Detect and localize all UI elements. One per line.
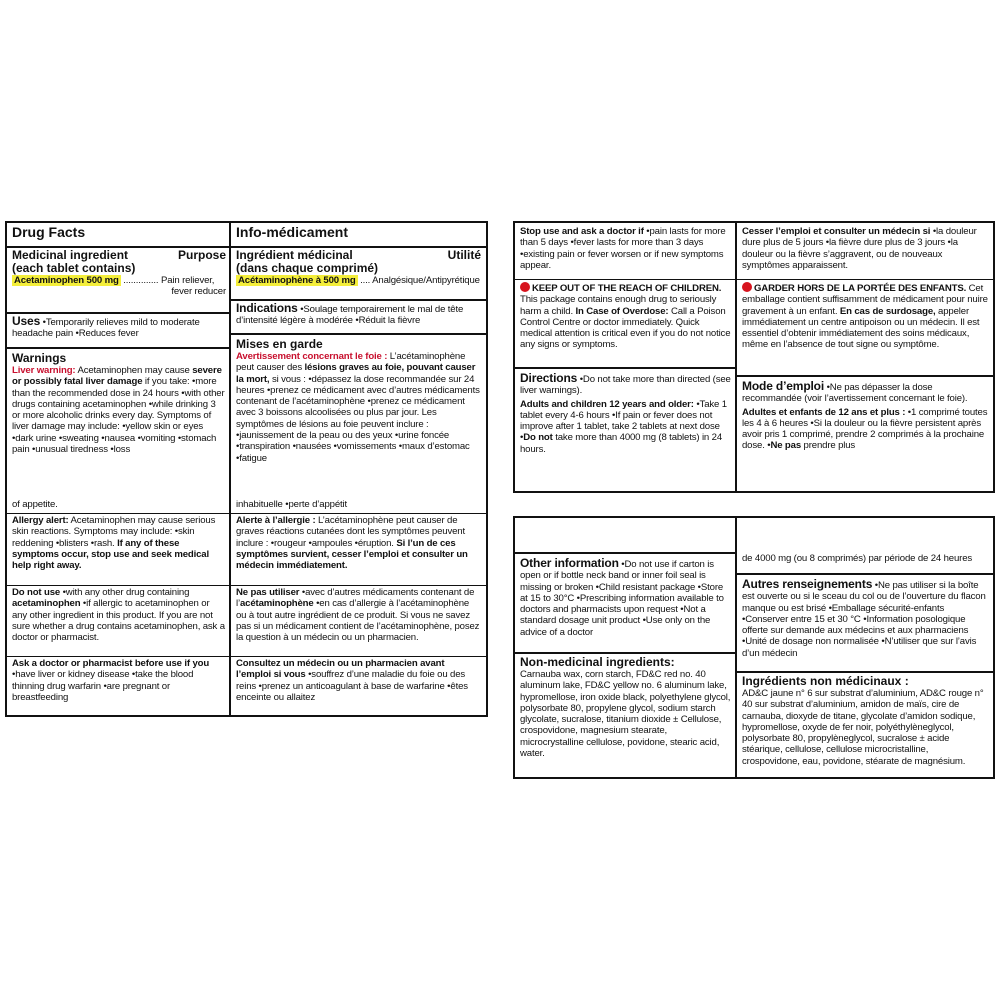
info-medicament-title: Info-médicament <box>236 224 349 240</box>
ne-pas-utiliser-section <box>231 585 486 656</box>
other-information-text: •Do not use if carton is open or if bottle neck band or inner foil seal is missing or broken •Child resistant package •Store at 15 to 30°C •Prescribing information available to doctors and pharmacists upon request •Not a standard dosage unit product •Use only on the advice of a doctor <box>520 559 724 638</box>
uses-label: Uses <box>12 314 41 328</box>
drug-facts-panel-right-bottom <box>513 516 995 779</box>
utilite-label: Utilité <box>447 248 481 262</box>
overdose-text-fr: appeler immédiatement un centre antipoison ou un médecin. Il est essentiel d’obtenir immédiatement des soins médicaux, même en l’absence de tout signe ou symptôme. <box>742 305 980 351</box>
liver-warning-text-fr: L’acétaminophène peut causer des <box>236 351 466 374</box>
other-information-label-fr: Autres renseignements <box>742 577 873 591</box>
continued-dose-section <box>737 552 993 572</box>
mode-emploi-section <box>737 375 993 491</box>
indications-label: Indications <box>236 301 298 315</box>
directions-label: Directions <box>520 371 578 385</box>
drug-facts-panel-right-top <box>513 221 995 493</box>
mode-emploi-label: Mode d’emploi <box>742 379 825 393</box>
medicinal-ingredient-label: Medicinal ingredient <box>12 248 129 262</box>
english-column-top <box>515 223 737 491</box>
allergy-bold-fr: Si l’un de ces symptômes survient, cesser l’emploi et consulter un médecin immédiatement. <box>236 537 468 572</box>
stop-use-label: Stop use and ask a doctor if <box>520 226 644 237</box>
allergy-label: Allergy alert: <box>12 515 69 526</box>
do-not-use-bold: acetaminophen <box>12 598 81 610</box>
liver-warning-text-2: if you take: •more than the recommended dose in 24 hours •with other drugs containing acetaminophen •while drinking 3 or more alcoholic drinks every day. Symptoms of liver damage may include: •yellow skin or eyes •dark urine •sweating •nausea •vomiting •stomach pain •unusual tiredness •loss <box>12 376 225 456</box>
do-not-use-label-fr: Ne pas utiliser <box>236 587 300 598</box>
warnings-label: Warnings <box>12 351 67 365</box>
non-medicinal-text-fr: AD&C jaune n° 6 sur substrat d’aluminium, AD&C rouge n° 40 sur substrat d’aluminium, amidon de maïs, cire de carnauba, dioxyde de titane, glycolate d’amidon sodique, hypromellose, oxyde de fer noir, polyéthylèneglycol, polysorbate 80, propylèneglycol, sucralose ± acide stéarique, cellulose, cellulose microcristalline, crospovidone, eau, povidone, stéarate de magnésium. <box>742 688 984 767</box>
liver-warning-text: Acetaminophen may cause <box>75 365 193 376</box>
directions-text: •Do not take more than directed (see liver warnings). <box>520 374 731 397</box>
purpose-label: Purpose <box>177 248 226 262</box>
ingredient-highlight: Acetaminophen 500 mg <box>14 275 119 286</box>
warning-dot-icon <box>520 282 530 292</box>
allergy-text: Acetaminophen may cause serious skin reactions. Symptoms may include: •skin reddening •blisters •rash. <box>12 515 216 549</box>
other-information-label: Other information <box>520 556 619 570</box>
garder-section <box>737 279 993 375</box>
allergy-text-fr: L’acétaminophène peut causer de graves réactions cutanées dont les symptômes peuvent inclure : •rougeur •ampoules •éruption. <box>236 515 465 549</box>
ask-doctor-text: •have liver or kidney disease •take the blood thinning drug warfarin •are pregnant or breastfeeding <box>12 669 194 703</box>
info-medicament-header <box>231 223 486 246</box>
french-column <box>231 223 486 715</box>
liver-warning-text-2-fr: si vous : •dépassez la dose recommandée sur 24 heures •prenez ce médicament avec d’autres médicaments contenant de l’acétaminophène •prenez ce médicament avec 3 boissons alcoolisées ou plus par jour. Les symptômes de lésions au foie peuvent inclure : •jaunissement de la peau ou des yeux •urine foncée •transpiration •nausées •vomissements •maux d’estomac •fatigue <box>236 373 480 464</box>
do-not-use-text-2: •if allergic to acetaminophen or any other ingredient in this product. If you are not sure whether a drug contains acetaminophen, ask a doctor or pharmacist. <box>12 598 225 644</box>
warnings-section <box>7 347 231 513</box>
overdose-label-fr: En cas de surdosage, <box>839 305 936 317</box>
do-not-use-text-2-fr: •en cas d’allergie à l’acétaminophène ou à tout autre ingrédient de ce produit. Si vous ne savez pas si un médicament contient de l’acétaminophène, posez la question à un médecin ou un pharmacien. <box>236 598 480 644</box>
do-not-use-text: •with any other drug containing <box>60 587 190 598</box>
overdose-label: In Case of Overdose: <box>575 305 669 317</box>
ingredient-highlight-fr: Acétaminophène à 500 mg <box>238 275 356 286</box>
mises-en-garde-section <box>231 333 486 513</box>
mises-en-garde-label: Mises en garde <box>236 337 323 351</box>
stop-use-text: •pain lasts for more than 5 days •fever lasts for more than 3 days •existing pain or fever worsen or if new symptoms appear. <box>520 226 726 271</box>
ingredient-medicinal-label: Ingrédient médicinal <box>236 248 353 262</box>
french-column-top <box>737 223 993 491</box>
ingredient-medicinal-sub: (dans chaque comprimé) <box>236 261 379 275</box>
adults-text-2: take more than 4000 mg (8 tablets) in 24 hours. <box>520 432 723 455</box>
adults-text-2-fr: prendre plus <box>801 440 856 452</box>
ask-doctor-text-fr: •souffrez d’une maladie du foie ou des reins •prenez un anticoagulant à base de warfarine •êtes enceinte ou allaitez <box>236 669 468 703</box>
keep-out-label: KEEP OUT OF THE REACH OF CHILDREN. <box>532 283 722 294</box>
warning-dot-icon-fr <box>742 282 752 292</box>
drug-facts-panel-left <box>5 221 488 717</box>
liver-warning-cont-fr: inhabituelle •perte d’appétit <box>236 498 348 510</box>
consultez-section <box>231 656 486 715</box>
dot-leader: .............. <box>120 275 159 286</box>
allergy-label-fr: Alerte à l’allergie : <box>236 515 316 526</box>
liver-warning-label: Liver warning: <box>12 365 76 376</box>
dot-leader-fr: .... <box>357 275 371 286</box>
allergy-bold: If any of these symptoms occur, stop use and seek medical help right away. <box>12 537 209 572</box>
adults-text: •Take 1 tablet every 4-6 hours •If pain or fever does not improve after 1 tablet, take 2 tablets at next dose • <box>520 398 727 444</box>
overdose-text: Call a Poison Control Centre or doctor immediately. Quick medical attention is critical even if you do not notice any signs or symptoms. <box>520 305 731 351</box>
non-medicinal-label-fr: Ingrédients non médicinaux : <box>742 674 909 688</box>
other-information-section <box>515 552 737 652</box>
do-not-use-section <box>7 585 231 656</box>
alerte-allergie-section <box>231 513 486 585</box>
continued-dose-text: de 4000 mg (ou 8 comprimés) par période de 24 heures <box>742 553 973 564</box>
liver-warning-bold: severe or possibly fatal liver damage <box>12 365 222 388</box>
drug-facts-title: Drug Facts <box>12 224 86 240</box>
non-medicinal-label: Non-medicinal ingredients: <box>520 655 675 669</box>
liver-warning-label-fr: Avertissement concernant le foie : <box>236 351 388 362</box>
ne-pas-bold: Ne pas <box>770 440 802 452</box>
ingredients-non-medicinaux-section <box>737 671 993 777</box>
stop-use-label-fr: Cesser l’emploi et consulter un médecin si <box>742 226 931 237</box>
drug-facts-header <box>7 223 231 246</box>
other-information-text-fr: •Ne pas utiliser si la boîte est ouverte ou si le sceau du col ou de l’ouverture du flacon manque ou est brisé •Emballage sécurité-enfants •Conserver entre 15 et 30 °C •Information posologique offerte sur demande aux médecins et aux pharmaciens •Unité de dosage non normalisée •N’utiliser que sur l’avis d’un médecin <box>742 580 986 659</box>
adults-label-fr: Adultes et enfants de 12 ans et plus : <box>742 406 906 418</box>
uses-text: •Temporarily relieves mild to moderate headache pain •Reduces fever <box>12 317 200 340</box>
ask-doctor-label: Ask a doctor or pharmacist before use if you <box>12 658 210 669</box>
keep-out-label-fr: GARDER HORS DE LA PORTÉE DES ENFANTS. <box>754 283 967 294</box>
allergy-section <box>7 513 231 585</box>
directions-section <box>515 367 737 491</box>
keep-out-text: This package contains enough drug to seriously harm a child. <box>520 294 717 317</box>
purpose-value-2: fever reducer <box>171 286 226 298</box>
non-medicinal-section <box>515 652 737 777</box>
stop-use-text-fr: •la douleur dure plus de 5 jours •la fièvre dure plus de 3 jours •la douleur ou la fièvre s’aggravent, ou de nouveaux symptômes apparaissent. <box>742 226 977 271</box>
keep-out-section <box>515 279 737 367</box>
french-column-bottom <box>737 518 993 777</box>
stop-use-section <box>515 223 737 279</box>
english-column-bottom <box>515 518 737 777</box>
purpose-value: Pain reliever, <box>160 275 215 286</box>
keep-out-text-fr: Cet emballage contient suffisamment de médicament pour nuire gravement à un enfant. <box>742 283 988 317</box>
do-not-use-label: Do not use <box>12 587 61 598</box>
non-medicinal-text: Carnauba wax, corn starch, FD&C red no. 40 aluminum lake, FD&C yellow no. 6 aluminum lake, hypromellose, iron oxide black, polyethylene glycol, polysorbate 80, propylene glycol, sodium starch glycolate, sucralose, titanium dioxide ± Cellulose, crospovidone, magnesium stearate, microcrystalline cellulose, povidone, stearic acid, water. <box>520 669 731 760</box>
cesser-section <box>737 223 993 279</box>
do-not-bold: Do not <box>523 432 553 444</box>
mode-emploi-text: •Ne pas dépasser la dose recommandée (voir l’avertissement concernant le foie). <box>742 382 968 405</box>
english-column <box>7 223 231 715</box>
ask-doctor-label-fr: Consultez un médecin ou un pharmacien avant l’emploi si vous <box>236 658 445 681</box>
medicinal-ingredient-sub: (each tablet contains) <box>12 261 136 275</box>
do-not-use-bold-fr: acétaminophène <box>239 598 314 610</box>
indications-text: •Soulage temporairement le mal de tête d’intensité légère à modérée •Réduit la fièvre <box>236 304 464 327</box>
autres-renseignements-section <box>737 573 993 671</box>
ask-doctor-section <box>7 656 231 715</box>
liver-warning-cont: of appetite. <box>12 498 58 510</box>
do-not-use-text-fr: •avec d’autres médicaments contenant de l’ <box>236 587 475 610</box>
uses-section <box>7 312 231 347</box>
liver-warning-bold-fr: lésions graves au foie, pouvant causer la mort, <box>236 362 476 385</box>
utilite-value: Analgésique/Antipyrétique <box>370 275 480 286</box>
adults-label: Adults and children 12 years and older: <box>520 398 694 410</box>
adults-text-fr: •1 comprimé toutes les 4 à 6 heures •Si la douleur ou la fièvre persistent après avoir pris 1 comprimé, prendre 2 comprimés à la prochaine dose. • <box>742 406 988 452</box>
